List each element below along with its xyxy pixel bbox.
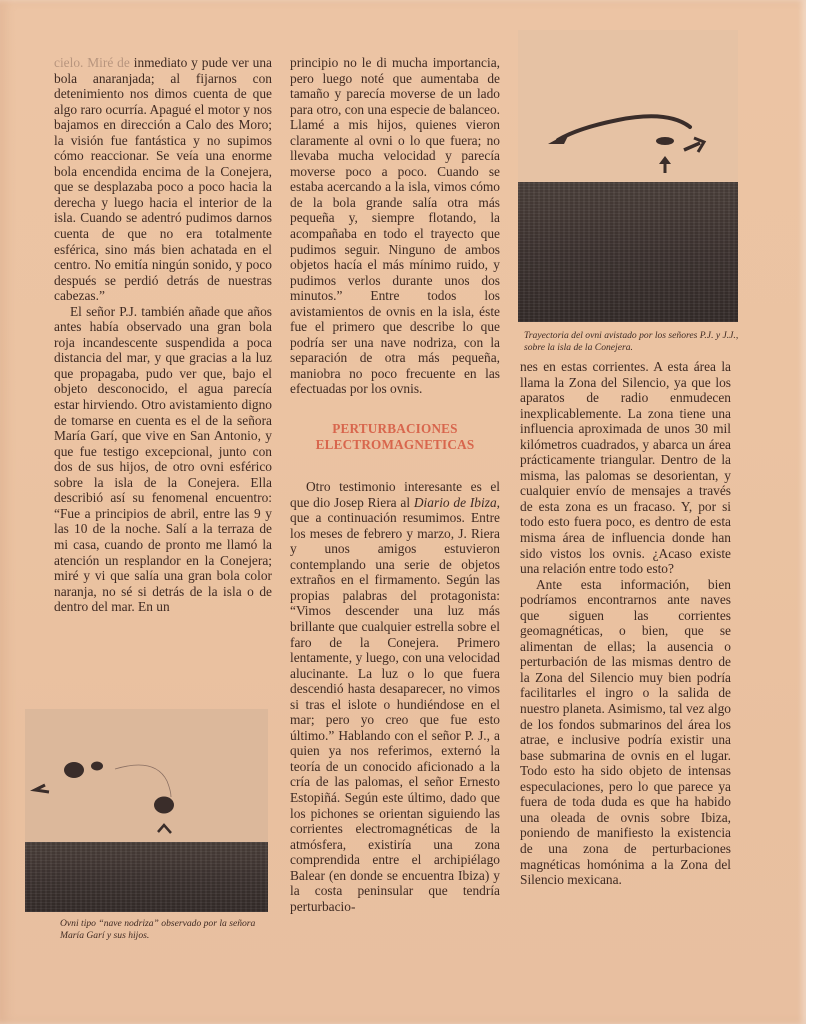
paragraph (54, 55, 272, 304)
small-sphere (91, 762, 103, 771)
faded-text: cielo. Miré de (54, 55, 130, 70)
section-heading (290, 421, 500, 453)
figure-1-illustration (25, 709, 268, 912)
article-column-3 (520, 359, 731, 888)
figure-pj-jj-caption: Trayectoria del ovni avistado por los señores P.J. y J.J., sobre la isla de la Conejera. (524, 330, 739, 353)
article-column-1 (54, 55, 272, 615)
arrow-up-icon (158, 825, 171, 833)
large-sphere (64, 762, 84, 778)
article-column-2 (290, 55, 500, 914)
trajectory-arc (115, 765, 171, 797)
arrow-up-icon (659, 156, 671, 164)
section-heading-line-2: ELECTROMAGNETICAS (315, 437, 475, 453)
paragraph-text: , que a continuación resumimos. Entre los meses de febrero y marzo, J. Riera y unos amigos estuvieron contemplando una serie de objetos extraños en el firmamento. Según las propias palabras del protagonista: “Vimos descender una luz más brillante que cualquier estrella sobre el faro de la Conejera. Primero lentamente, y luego, con una velocidad alucinante. La luz o lo que fuera descendió hasta desaparecer, no vimos si tras el islote o hundiéndose en el mar; pero yo creo que fue esto último.” Hablando con el señor P. J., a quien ya nos referimos, externó la teoría de un conocido aficionado a la cría de las palomas, el señor Ernesto Estopiñá. Según este último, dado que los pichones se orientan siguiendo las corrientes electromagnéticas de la atmósfera, existiría una zona comprendida entre el archipiélago Balear (en donde se encuentra Ibiza) y la costa peninsular que tendría perturbacio- (290, 494, 500, 914)
figure-pj-jj-photo (518, 30, 738, 322)
figure-maria-gari-caption: Ovni tipo “nave nodriza” observado por la señora María Garí y sus hijos. (60, 918, 256, 941)
paragraph-text: inmediato y pude ver una bola anaranjada; al fijarnos con detenimiento nos dimos cuenta de que algo raro ocurría. Apagué el motor y nos bajamos en dirección a Calo des Moro; la visión fue fantástica y no supimos cómo reaccionar. Se veía una enorme bola encendida encima de la Conejera, que se desplazaba poco a poco hacia la derecha y luego hacia el interior de la isla. Cuando se adentró pudimos darnos cuenta de que no era totalmente esférica, sino más bien achatada en el centro. No emitía ningún sonido, y poco después se perdió detrás de nuestras cabezas.” (54, 55, 272, 304)
paragraph: principio no le di mucha importancia, pero luego noté que aumentaba de tamaño y parecía moverse de un lado para otro, con una especie de balanceo. Llamé a mis hijos, quienes vieron claramente al ovni o lo que fuera; no llevaba mucha velocidad y parecía moverse poco a poco. Cuando se estaba acercando a la isla, vimos cómo de la bola grande salía otra más pequeña y, siempre flotando, la acompañaba en todo el trayecto que pudimos seguir. Ninguno de ambos objetos hacía el más mínimo ruido, y pudimos verlos durante unos dos minutos.” Entre todos los avistamientos de ovnis en la isla, éste fue el primero que describe lo que podría ser una nave nodriza, con la separación de otra más pequeña, maniobra no poco frecuente en las efectuadas por los ovnis. (290, 55, 500, 397)
figure-2-illustration (518, 30, 738, 322)
figure-maria-gari-photo (25, 709, 268, 912)
paragraph-text: Otro testimonio interesante es el que dio Josep Riera al (290, 479, 500, 510)
publication-name: Diario de Ibiza (413, 494, 497, 510)
arrow-right-shaft (684, 143, 700, 150)
large-sphere-lower (154, 797, 174, 814)
flat-disc (656, 137, 674, 145)
curved-arrow-shaft (558, 116, 690, 140)
paragraph: nes en estas corrientes. A esta área la llama la Zona del Silencio, ya que los aparatos de radio enmudecen inexplicablemente. La zona tiene una influencia aproximada de unos 30 mil kilómetros cuadrados, y abarca un área prácticamente triangular. Dentro de la misma, las palomas se desorientan, y cualquier envío de mensajes a través de esta zona es un fracaso. Y, por si todo esto fuera poco, es dentro de esta misma área de influencia donde han sido vistos los ovnis. ¿Acaso existe una relación entre todo esto? (520, 359, 731, 577)
arrow-left-icon (35, 785, 49, 792)
curved-arrow-left-icon (548, 132, 570, 144)
paragraph: El señor P.J. también añade que años antes había observado una gran bola roja incandescente suspendida a poca distancia del mar, y que gracias a la luz que propagaba, pudo ver que, bajo el objeto desconocido, el agua parecía estar hirviendo. Otro avistamiento digno de tomarse en cuenta es el de la señora María Garí, que vive en San Antonio, y que fue testigo excepcional, junto con dos de sus hijos, de otro ovni esférico sobre la isla de la Conejera. Ella describió así su fenomenal encuentro: “Fue a principios de abril, entre las 9 y las 10 de la noche. Salí a la terraza de mi casa, cuando de pronto me llamó la atención un resplandor en la Conejera; miré y vi que salía una gran bola color naranja, no sé si detrás de la isla o de dentro del mar. En un (54, 303, 272, 615)
section-heading-line-1: PERTURBACIONES (332, 421, 458, 437)
paragraph (290, 479, 500, 914)
paragraph: Ante esta información, bien podríamos encontrarnos ante naves que siguen las corrientes geomagnéticas, o bien, que se alimentan de ellas; la ausencia o perturbación de las mismas dentro de la Zona del Silencio muy bien podría facilitarles el ingro o la salida de nuestro planeta. Asimismo, tal vez algo de los fondos submarinos del área los atrae, e inclusive podría existir una base submarina de ovnis en el lugar. Todo esto ha sido objeto de intensas especulaciones, pero lo que parece ya fuera de toda duda es que ha habido una oleada de ovnis sobre Ibiza, poniendo de manifiesto la existencia de una zona de perturbaciones magnéticas homónima a la Zona del Silencio mexicana. (520, 576, 731, 888)
